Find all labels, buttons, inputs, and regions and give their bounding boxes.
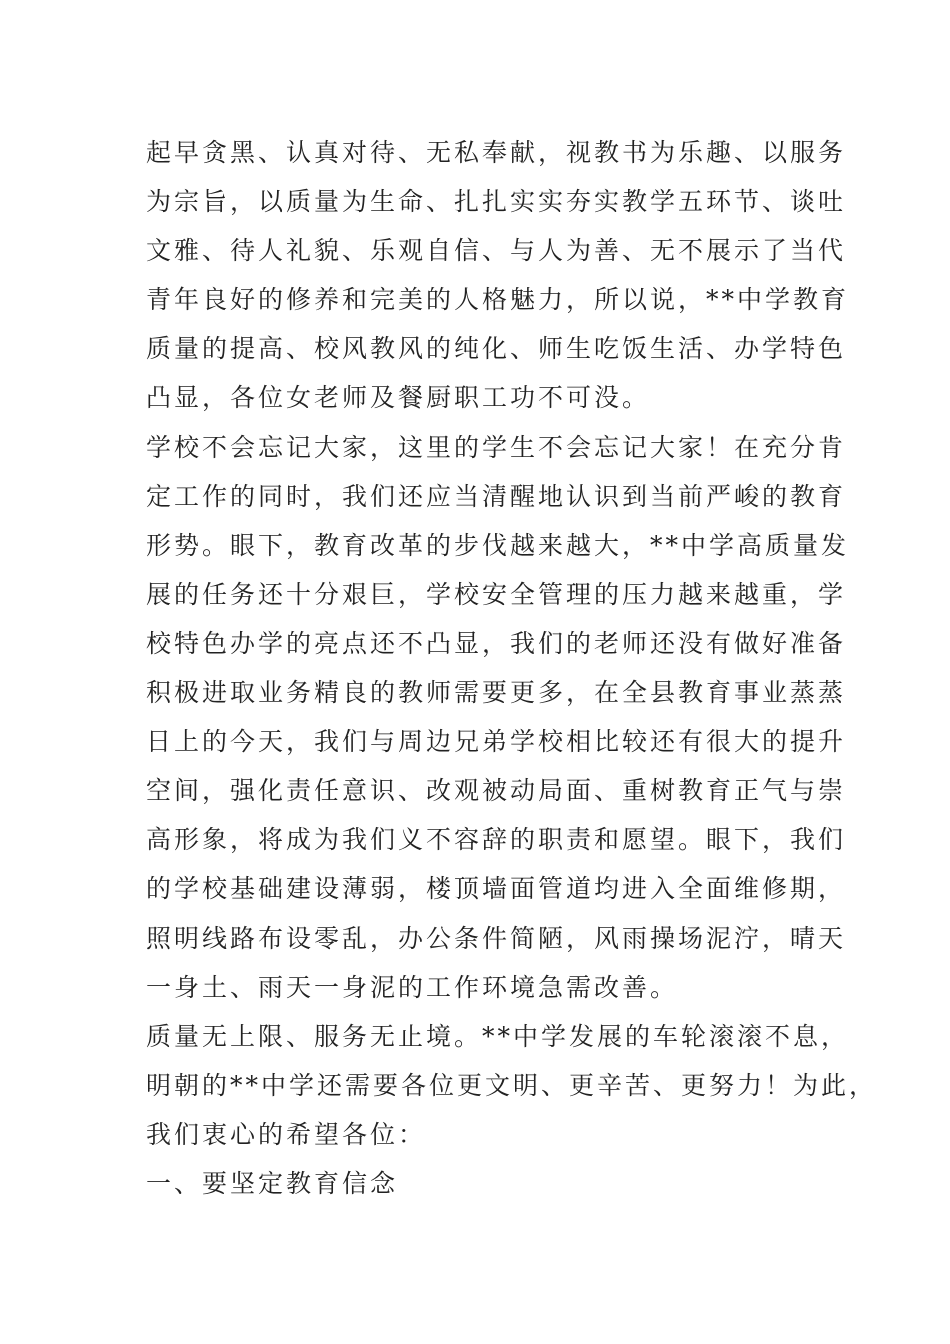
text-line: 凸显，各位女老师及餐厨职工功不可没。 <box>146 383 651 413</box>
text-line: 定工作的同时，我们还应当清醒地认识到当前严峻的教育 <box>146 481 847 511</box>
text-line: 的学校基础建设薄弱，楼顶墙面管道均进入全面维修期， <box>146 874 847 904</box>
text-line: 照明线路布设零乱，办公条件简陋，风雨操场泥泞，晴天 <box>146 923 847 953</box>
text-line: 文雅、待人礼貌、乐观自信、与人为善、无不展示了当代 <box>146 236 847 266</box>
section-heading: 一、要坚定教育信念 <box>146 1168 399 1198</box>
text-line: 青年良好的修养和完美的人格魅力，所以说，**中学教育 <box>146 285 850 315</box>
text-line: 学校不会忘记大家，这里的学生不会忘记大家！在充分肯 <box>146 432 847 462</box>
text-line: 校特色办学的亮点还不凸显，我们的老师还没有做好准备 <box>146 628 847 658</box>
text-line: 一身土、雨天一身泥的工作环境急需改善。 <box>146 972 679 1002</box>
text-line: 高形象，将成为我们义不容辞的职责和愿望。眼下，我们 <box>146 825 847 855</box>
text-line: 为宗旨，以质量为生命、扎扎实实夯实教学五环节、谈吐 <box>146 187 847 217</box>
text-line: 空间，强化责任意识、改观被动局面、重树教育正气与崇 <box>146 776 847 806</box>
text-line: 展的任务还十分艰巨，学校安全管理的压力越来越重，学 <box>146 579 847 609</box>
document-body <box>146 128 878 1208</box>
text-line: 质量无上限、服务无止境。**中学发展的车轮滚滚不息， <box>146 1021 850 1051</box>
text-line: 我们衷心的希望各位： <box>146 1119 427 1149</box>
text-line: 日上的今天，我们与周边兄弟学校相比较还有很大的提升 <box>146 727 847 757</box>
text-line: 明朝的**中学还需要各位更文明、更辛苦、更努力！为此， <box>146 1070 878 1100</box>
text-line: 起早贪黑、认真对待、无私奉献，视教书为乐趣、以服务 <box>146 138 847 167</box>
text-line: 积极进取业务精良的教师需要更多，在全县教育事业蒸蒸 <box>146 678 847 708</box>
text-line: 形势。眼下，教育改革的步伐越来越大，**中学高质量发 <box>146 530 850 560</box>
text-line: 质量的提高、校风教风的纯化、师生吃饭生活、办学特色 <box>146 334 847 364</box>
